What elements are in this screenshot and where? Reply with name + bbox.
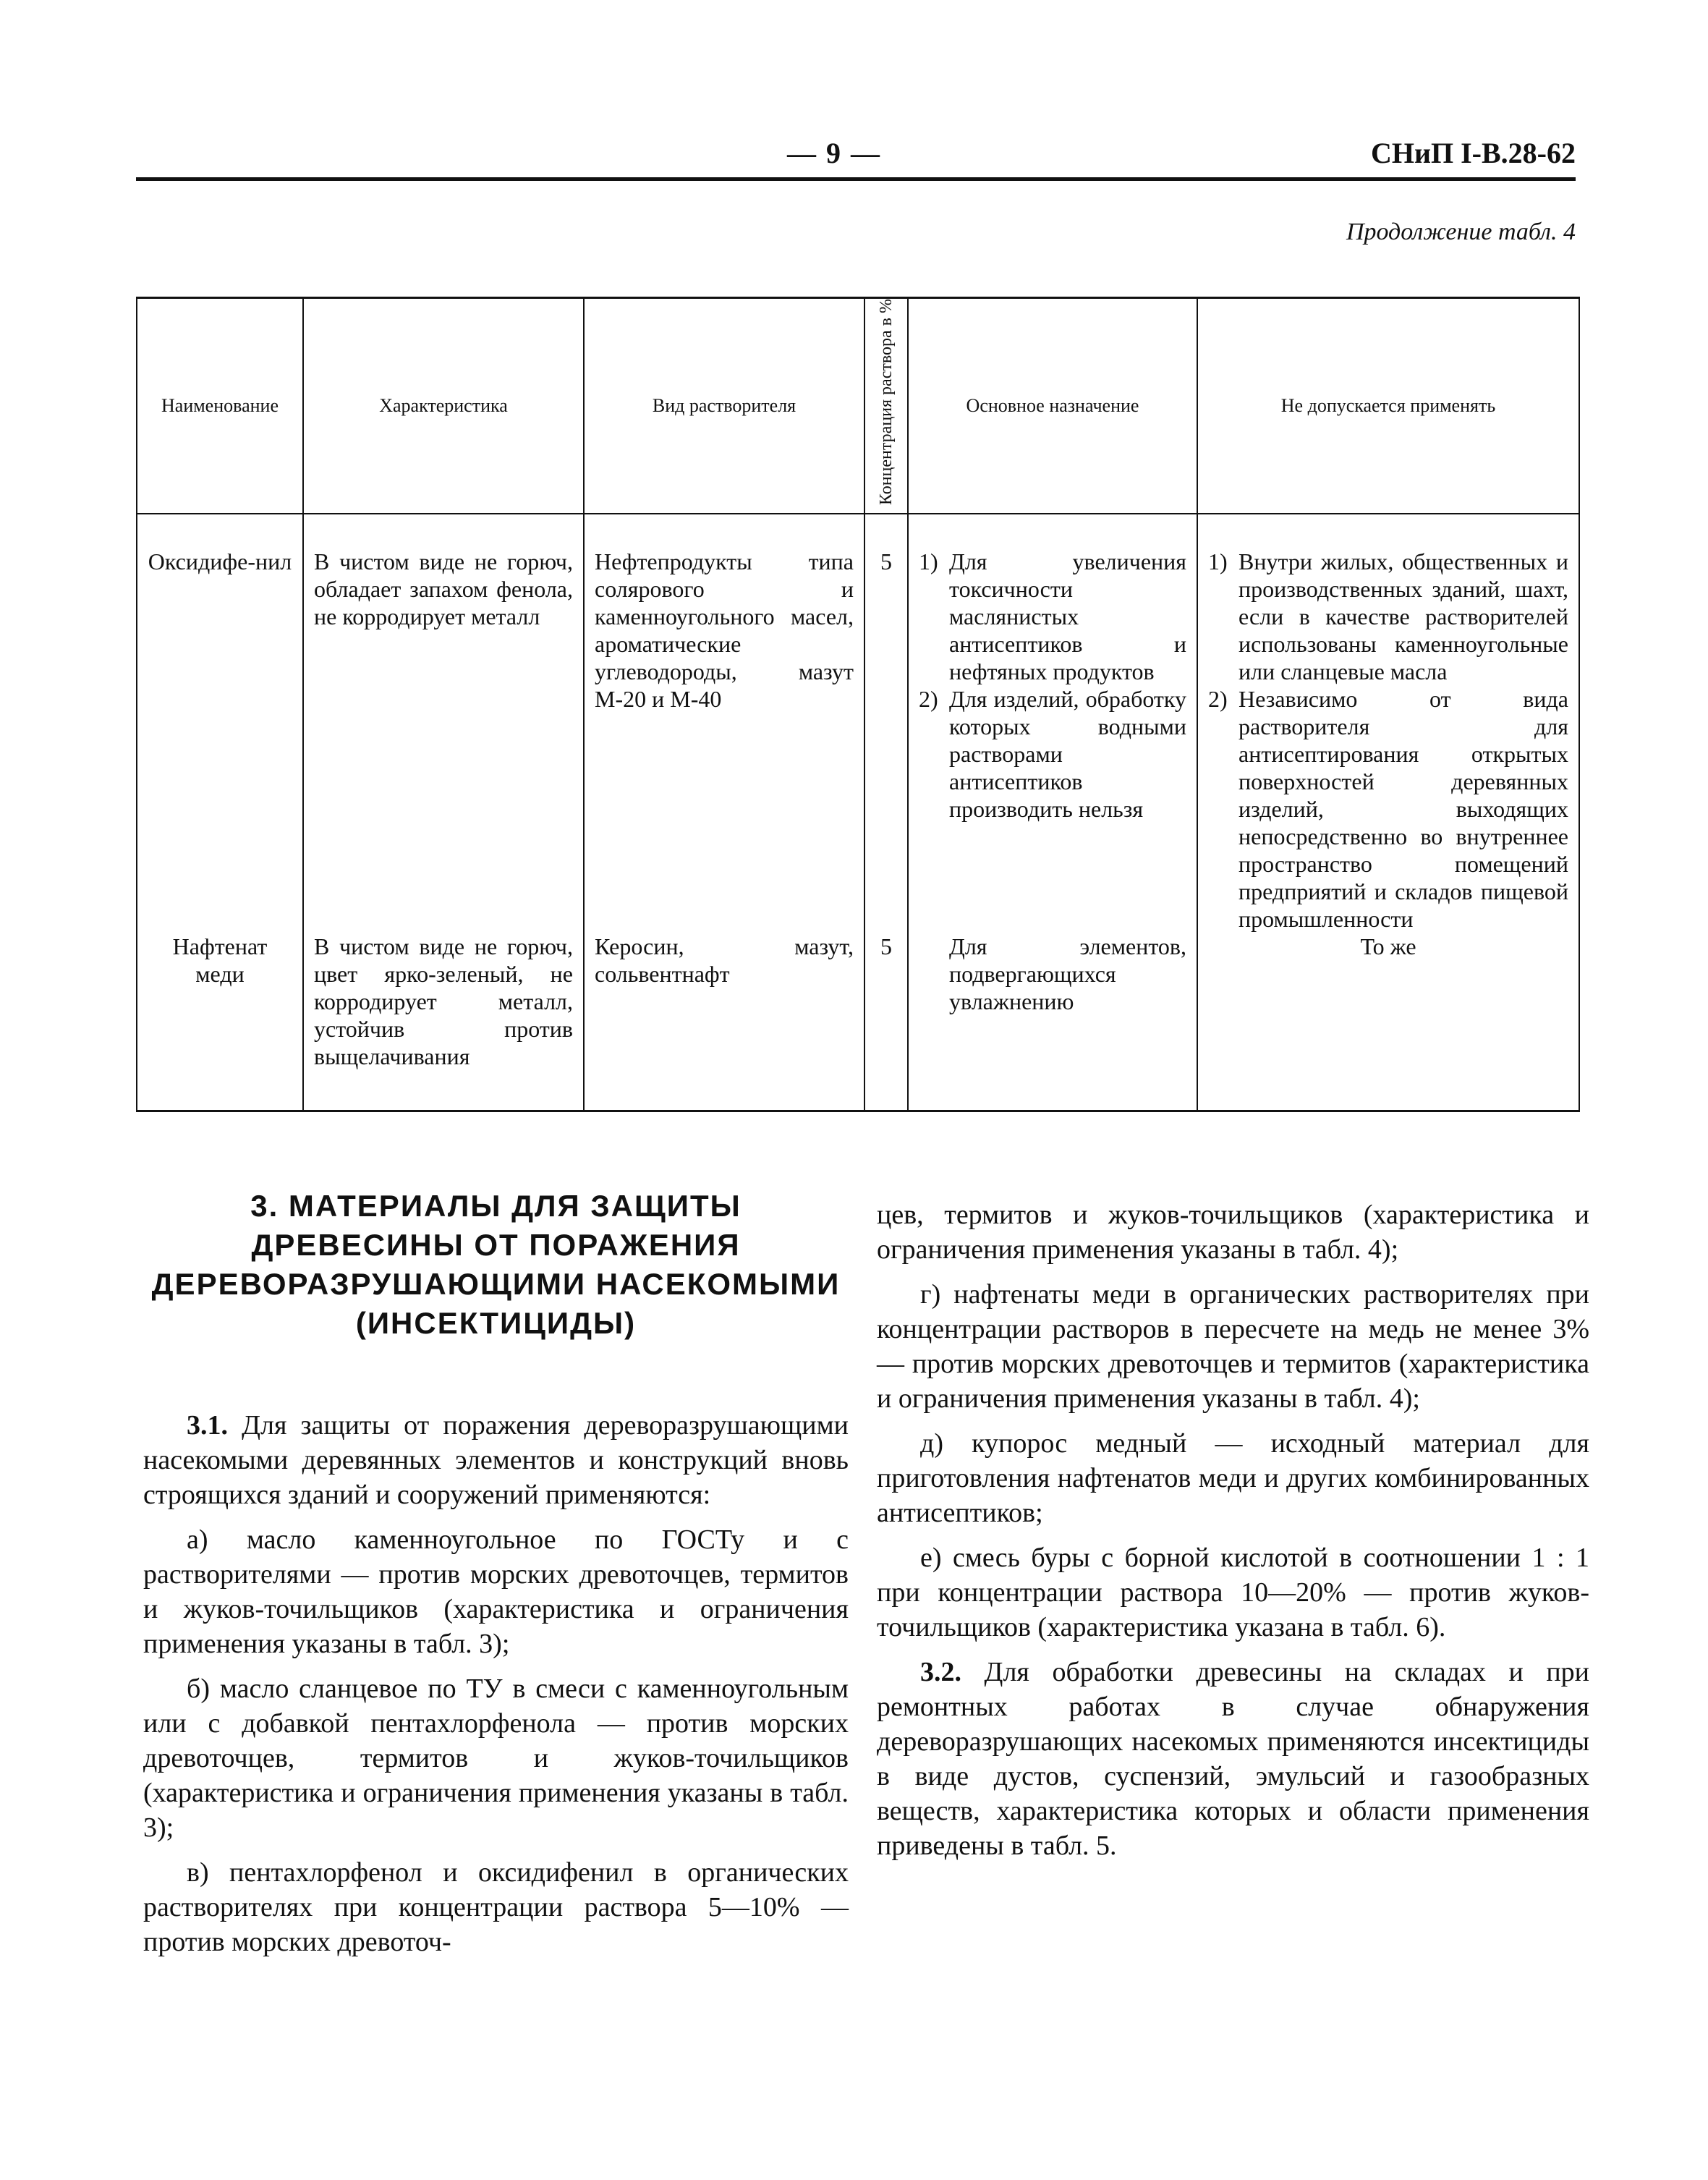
cell-concentration: 5 bbox=[864, 933, 908, 1111]
list-item: 2) Для изделий, обработку которых водными растворами антисептиков производить нельзя bbox=[919, 686, 1186, 823]
cell-purpose bbox=[908, 514, 1197, 933]
col-header-purpose: Основное назначение bbox=[908, 298, 1197, 514]
page-number: — 9 — bbox=[787, 137, 881, 169]
cell-name: Оксидифе-нил bbox=[137, 514, 303, 933]
col-header-prohibited: Не допускается применять bbox=[1197, 298, 1579, 514]
col-header-name: Наименование bbox=[137, 298, 303, 514]
list-item-e: е) смесь буры с борной кислотой в соотношении 1 : 1 при концентрации раствора 10—20% — против жуков-точильщиков (характеристика указана в табл. 6). bbox=[877, 1543, 1589, 1642]
cell-concentration: 5 bbox=[864, 514, 908, 933]
paragraph-number: 3.1. bbox=[187, 1410, 228, 1441]
list-item-a: а) масло каменноугольное по ГОСТу и с растворителями — против морских древоточцев, термитов и жуков-точильщиков (характеристика и ограничения применения указаны в табл. 3); bbox=[143, 1524, 849, 1659]
page-header bbox=[136, 136, 1576, 179]
list-item-v: в) пентахлорфенол и оксидифенил в органических растворителях при концентрации раствора 5—10% — против морских древоточ- bbox=[143, 1857, 849, 1957]
table-continuation-label: Продолжение табл. 4 bbox=[1346, 219, 1576, 245]
paragraph-3-2: 3.2. Для обработки древесины на складах и при ремонтных работах в случае обнаружения дереворазрушающих насекомых применяются инсектициды в виде дустов, суспензий, эмульсий и газообразных веществ, характеристика которых и области применения приведены в табл. 5. bbox=[877, 1657, 1589, 1861]
list-item-g: г) нафтенаты меди в органических растворителях при концентрации растворов в пересчете на медь не менее 3% — против морских древоточцев и термитов (характеристика и ограничения применения указаны в табл. 4); bbox=[877, 1279, 1589, 1414]
text-column-right bbox=[877, 1197, 1589, 1873]
text-column-left bbox=[143, 1187, 849, 1969]
paragraph-number: 3.2. bbox=[920, 1657, 961, 1687]
cell-prohibited bbox=[1197, 514, 1579, 933]
list-item: 1) Для увеличения токсичности маслянистых антисептиков и нефтяных продуктов bbox=[919, 548, 1186, 685]
list-item: 1) Внутри жилых, общественных и производственных зданий, шахт, если в качестве растворителей использованы каменноугольные или сланцевые масла bbox=[1208, 548, 1568, 685]
cell-name: Нафтенат меди bbox=[137, 933, 303, 1111]
cell-solvent: Нефтепродукты типа солярового и каменноугольного масел, ароматические углеводороды, мазут М-20 и М-40 bbox=[584, 514, 864, 933]
list-item-v-continued: цев, термитов и жуков-точильщиков (характеристика и ограничения применения указаны в табл. 4); bbox=[877, 1200, 1589, 1265]
section-title: 3. МАТЕРИАЛЫ ДЛЯ ЗАЩИТЫ ДРЕВЕСИНЫ ОТ ПОРАЖЕНИЯ ДЕРЕВОРАЗРУШАЮЩИМИ НАСЕКОМЫМИ (ИНСЕКТИЦИДЫ) bbox=[151, 1189, 841, 1340]
list-item-d: д) купорос медный — исходный материал для приготовления нафтенатов меди и других комбинированных антисептиков; bbox=[877, 1428, 1589, 1528]
col-header-solvent: Вид растворителя bbox=[584, 298, 864, 514]
list-item-b: б) масло сланцевое по ТУ в смеси с каменноугольным или с добавкой пентахлорфенола — против морских древоточцев, термитов и жуков-точильщиков (характеристика и ограничения применения указаны в табл. 3); bbox=[143, 1674, 849, 1843]
cell-solvent: Керосин, мазут, сольвентнафт bbox=[584, 933, 864, 1111]
antiseptic-table bbox=[136, 297, 1580, 1112]
table-row bbox=[137, 933, 1579, 1111]
cell-characteristic: В чистом виде не горюч, цвет ярко-зеленый, не корродирует металл, устойчив против выщелачивания bbox=[303, 933, 584, 1111]
cell-purpose: Для элементов, подвергающихся увлажнению bbox=[908, 933, 1197, 1111]
col-header-concentration: Концентрация раствора в % bbox=[864, 298, 908, 514]
col-header-characteristic: Характеристика bbox=[303, 298, 584, 514]
table-header-row bbox=[137, 298, 1579, 514]
table-row bbox=[137, 514, 1579, 933]
cell-prohibited: То же bbox=[1197, 933, 1579, 1111]
cell-characteristic: В чистом виде не горюч, обладает запахом фенола, не корродирует металл bbox=[303, 514, 584, 933]
document-code: СНиП I-В.28-62 bbox=[1370, 137, 1576, 169]
list-item: 2) Независимо от вида растворителя для антисептирования открытых поверхностей деревянных изделий, выходящих непосредственно во внутреннее пространство помещений предприятий и складов пищевой промышленности bbox=[1208, 686, 1568, 933]
header-rule bbox=[136, 177, 1576, 181]
paragraph-3-1: 3.1. Для защиты от поражения дереворазрушающими насекомыми деревянных элементов и конструкций вновь строящихся зданий и сооружений применяются: bbox=[143, 1410, 849, 1510]
